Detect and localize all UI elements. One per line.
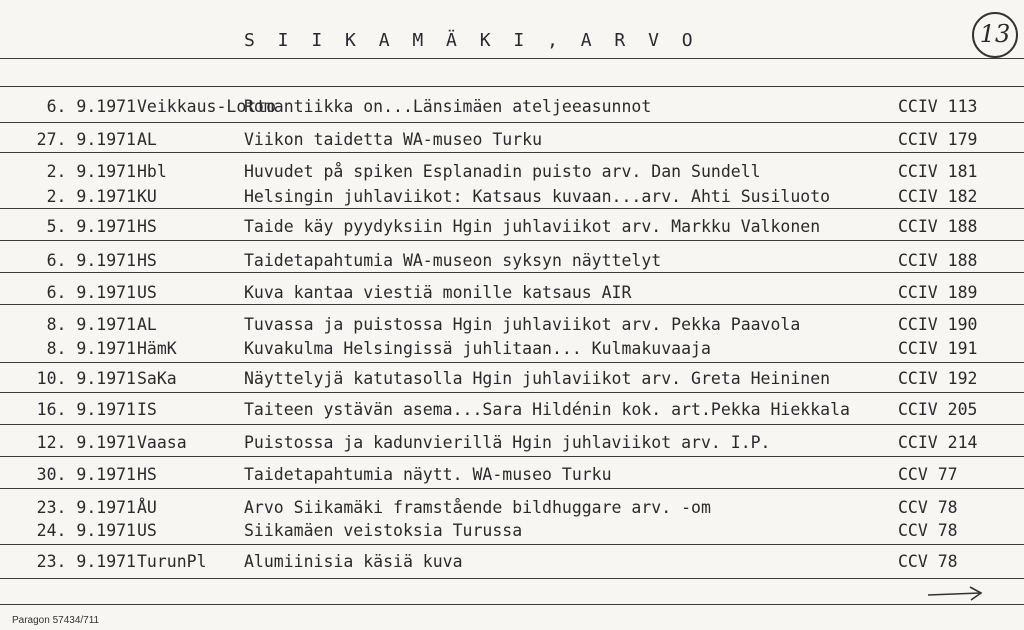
entry-source: Veikkaus-Lotto bbox=[137, 97, 277, 116]
entry-row bbox=[0, 215, 1024, 239]
page-number-circle: 13 bbox=[972, 12, 1018, 58]
entry-date: 23. 9.1971 bbox=[36, 498, 136, 517]
row-rule bbox=[0, 456, 1024, 457]
entry-source: US bbox=[137, 283, 157, 302]
entry-date: 8. 9.1971 bbox=[46, 339, 136, 358]
entry-source: HS bbox=[137, 217, 157, 236]
entry-title: Taidetapahtumia näytt. WA-museo Turku bbox=[244, 465, 612, 484]
entry-title: Taidetapahtumia WA-museon syksyn näyttelyt bbox=[244, 251, 662, 270]
row-rule bbox=[0, 544, 1024, 545]
entry-date: 5. 9.1971 bbox=[46, 217, 136, 236]
entry-row bbox=[0, 367, 1024, 391]
entry-source: Hbl bbox=[137, 162, 167, 181]
entry-date: 6. 9.1971 bbox=[46, 283, 136, 302]
entry-row bbox=[0, 281, 1024, 305]
entry-title: Romantiikka on...Länsimäen ateljeeasunnot bbox=[244, 97, 652, 116]
entry-row bbox=[0, 550, 1024, 574]
entry-source: HS bbox=[137, 465, 157, 484]
row-rule bbox=[0, 392, 1024, 393]
row-rule bbox=[0, 578, 1024, 579]
row-rule bbox=[0, 208, 1024, 209]
entry-reference: CCIV 179 bbox=[898, 130, 978, 149]
entry-date: 30. 9.1971 bbox=[36, 465, 136, 484]
entry-row bbox=[0, 185, 1024, 209]
entry-date: 6. 9.1971 bbox=[46, 97, 136, 116]
entry-row bbox=[0, 463, 1024, 487]
entry-reference: CCIV 182 bbox=[898, 187, 978, 206]
entry-reference: CCIV 189 bbox=[898, 283, 978, 302]
entry-row bbox=[0, 519, 1024, 543]
entry-title: Helsingin juhlaviikot: Katsaus kuvaan...arv. Ahti Susiluoto bbox=[244, 187, 831, 206]
entry-source: Vaasa bbox=[137, 433, 187, 452]
row-rule bbox=[0, 304, 1024, 305]
bottom-rule bbox=[0, 604, 1024, 605]
entry-reference: CCV 78 bbox=[898, 498, 958, 517]
entry-date: 10. 9.1971 bbox=[36, 369, 136, 388]
entry-title: Kuva kantaa viestiä monille katsaus AIR bbox=[244, 283, 632, 302]
entry-source: AL bbox=[137, 130, 157, 149]
entry-title: Viikon taidetta WA-museo Turku bbox=[244, 130, 543, 149]
row-rule bbox=[0, 424, 1024, 425]
entry-source: US bbox=[137, 521, 157, 540]
entry-row bbox=[0, 95, 1024, 119]
entry-reference: CCIV 188 bbox=[898, 251, 978, 270]
entry-row bbox=[0, 337, 1024, 361]
entry-reference: CCIV 192 bbox=[898, 369, 978, 388]
entry-row bbox=[0, 398, 1024, 422]
entry-title: Näyttelyjä katutasolla Hgin juhlaviikot arv. Greta Heininen bbox=[244, 369, 831, 388]
header-rule bbox=[0, 58, 1024, 59]
entry-row bbox=[0, 160, 1024, 184]
entry-title: Taide käy pyydyksiin Hgin juhlaviikot arv. Markku Valkonen bbox=[244, 217, 821, 236]
entry-title: Alumiinisia käsiä kuva bbox=[244, 552, 463, 571]
entry-row bbox=[0, 249, 1024, 273]
entry-row bbox=[0, 128, 1024, 152]
entry-source: ÅU bbox=[137, 498, 157, 517]
print-mark: Paragon 57434/711 bbox=[12, 615, 100, 626]
entry-source: HS bbox=[137, 251, 157, 270]
entry-reference: CCIV 188 bbox=[898, 217, 978, 236]
row-rule bbox=[0, 488, 1024, 489]
entry-title: Puistossa ja kadunvierillä Hgin juhlaviikot arv. I.P. bbox=[244, 433, 771, 452]
entry-source: AL bbox=[137, 315, 157, 334]
entry-title: Siikamäen veistoksia Turussa bbox=[244, 521, 523, 540]
row-rule bbox=[0, 122, 1024, 123]
entry-title: Taiteen ystävän asema...Sara Hildénin kok. art.Pekka Hiekkala bbox=[244, 400, 850, 419]
entry-date: 6. 9.1971 bbox=[46, 251, 136, 270]
entry-date: 2. 9.1971 bbox=[46, 187, 136, 206]
entry-reference: CCIV 181 bbox=[898, 162, 978, 181]
entry-source: HämK bbox=[137, 339, 177, 358]
row-rule bbox=[0, 362, 1024, 363]
entry-title: Arvo Siikamäki framstående bildhuggare arv. -om bbox=[244, 498, 711, 517]
entry-title: Kuvakulma Helsingissä juhlitaan... Kulmakuvaaja bbox=[244, 339, 711, 358]
entry-reference: CCIV 190 bbox=[898, 315, 978, 334]
entry-reference: CCV 78 bbox=[898, 521, 958, 540]
entry-date: 23. 9.1971 bbox=[36, 552, 136, 571]
entry-reference: CCIV 205 bbox=[898, 400, 978, 419]
entry-date: 16. 9.1971 bbox=[36, 400, 136, 419]
entry-row bbox=[0, 431, 1024, 455]
row-rule bbox=[0, 240, 1024, 241]
row-rule bbox=[0, 152, 1024, 153]
entry-reference: CCV 78 bbox=[898, 552, 958, 571]
row-rule bbox=[0, 272, 1024, 273]
entry-row bbox=[0, 496, 1024, 520]
entry-source: KU bbox=[137, 187, 157, 206]
entry-reference: CCV 77 bbox=[898, 465, 958, 484]
entry-date: 27. 9.1971 bbox=[36, 130, 136, 149]
entry-source: TurunPl bbox=[137, 552, 207, 571]
entry-title: Tuvassa ja puistossa Hgin juhlaviikot arv. Pekka Paavola bbox=[244, 315, 801, 334]
entry-date: 8. 9.1971 bbox=[46, 315, 136, 334]
arrow-right-icon bbox=[926, 584, 986, 604]
entry-row bbox=[0, 313, 1024, 337]
entry-date: 24. 9.1971 bbox=[36, 521, 136, 540]
header-rule-lower bbox=[0, 86, 1024, 87]
entry-date: 12. 9.1971 bbox=[36, 433, 136, 452]
card-header-name: S I I K A M Ä K I , A R V O bbox=[244, 30, 699, 51]
entry-title: Huvudet på spiken Esplanadin puisto arv. Dan Sundell bbox=[244, 162, 761, 181]
entry-reference: CCIV 191 bbox=[898, 339, 978, 358]
entry-source: SaKa bbox=[137, 369, 177, 388]
entry-source: IS bbox=[137, 400, 157, 419]
entry-reference: CCIV 113 bbox=[898, 97, 978, 116]
entry-date: 2. 9.1971 bbox=[46, 162, 136, 181]
entry-reference: CCIV 214 bbox=[898, 433, 978, 452]
